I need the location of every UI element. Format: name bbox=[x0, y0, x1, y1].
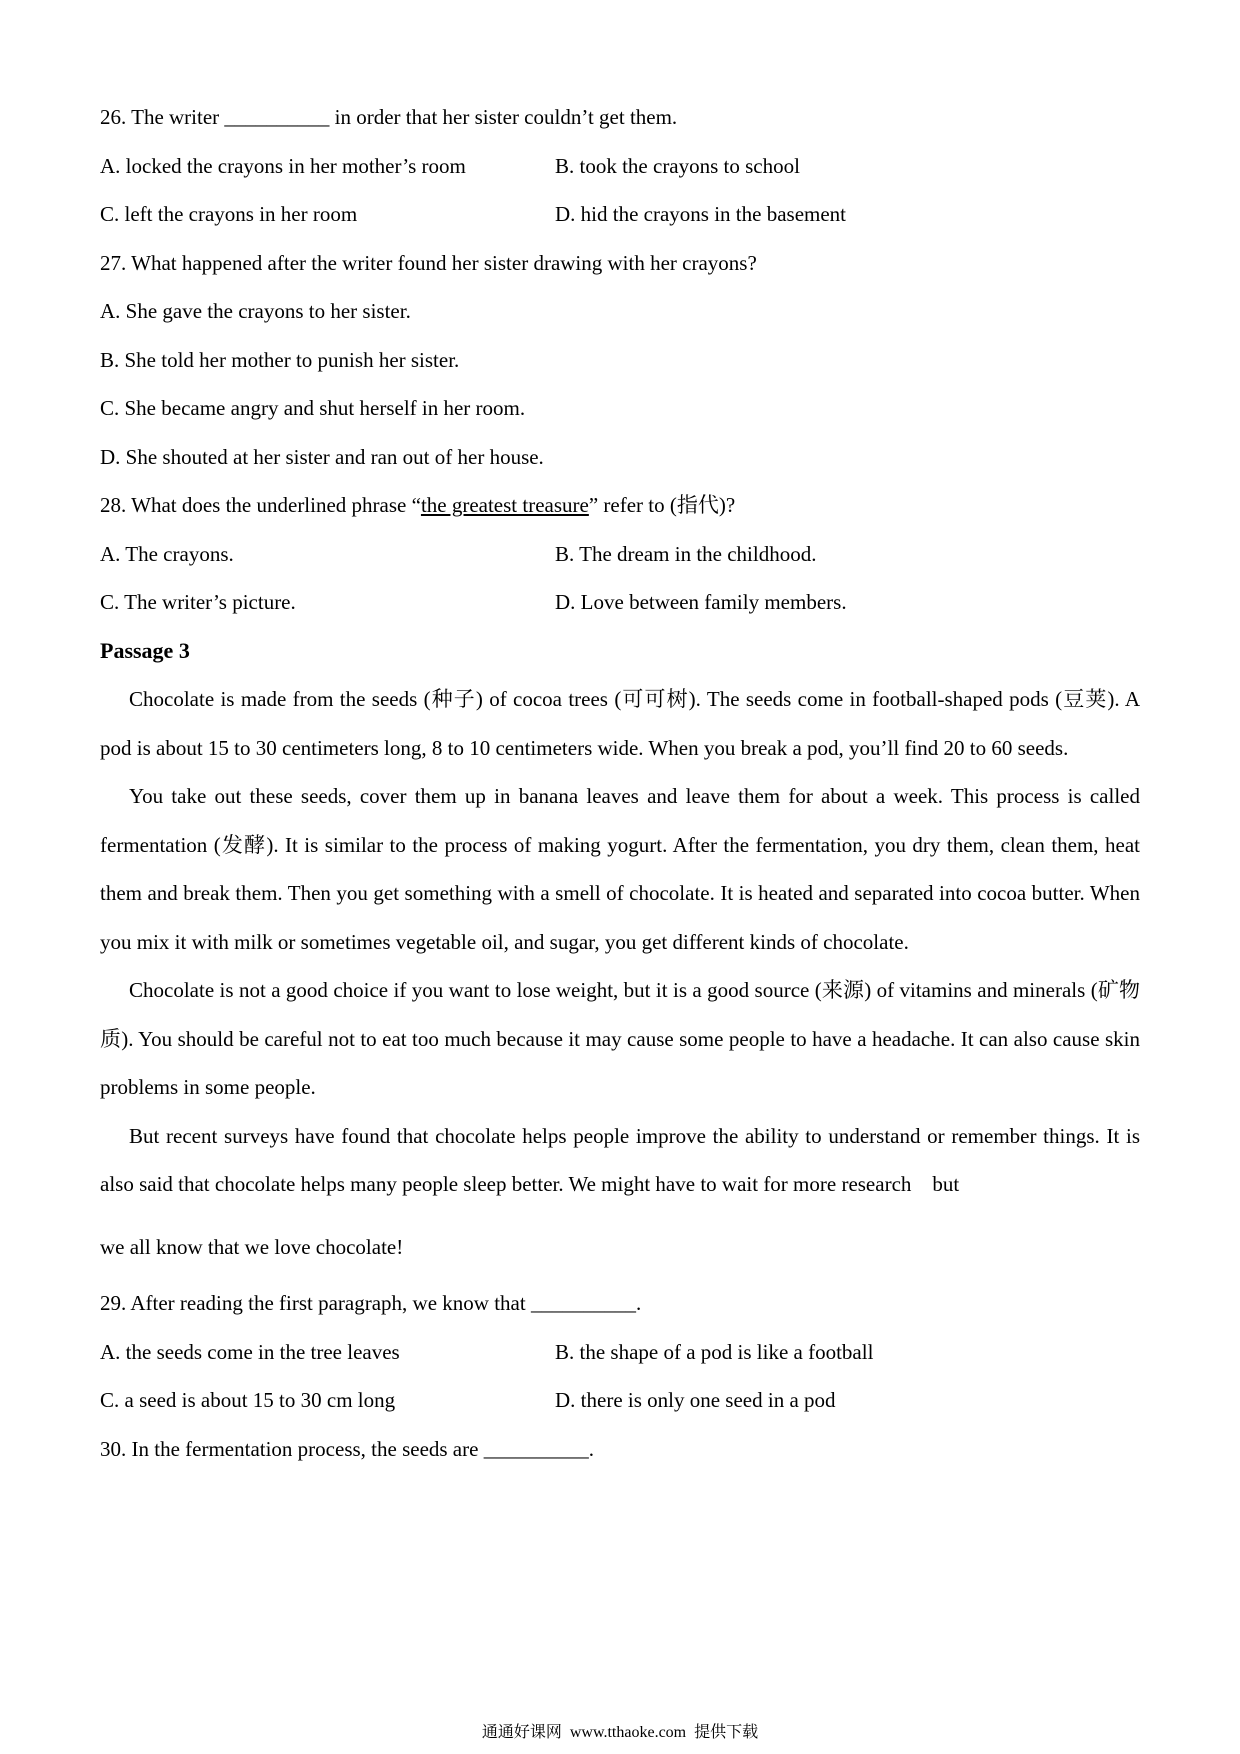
question-27-option-d: D. She shouted at her sister and ran out of her house. bbox=[100, 444, 544, 469]
question-26-option-d: D. hid the crayons in the basement bbox=[555, 202, 847, 226]
question-29-option-b: B. the shape of a pod is like a football bbox=[555, 1339, 874, 1364]
question-28-underlined-phrase: the greatest treasure bbox=[420, 493, 589, 517]
passage-3 bbox=[100, 627, 1140, 1272]
question-28-stem-post: ” refer to (指代)? bbox=[588, 493, 736, 517]
question-26-options-row-2 bbox=[100, 190, 1140, 239]
question-28-stem bbox=[100, 481, 1140, 530]
question-29-option-a: A. the seeds come in the tree leaves bbox=[100, 1339, 400, 1364]
question-26-option-b: B. took the crayons to school bbox=[555, 153, 800, 178]
question-28-option-b: B. The dream in the childhood. bbox=[555, 541, 817, 566]
question-28-options-row-2 bbox=[100, 578, 1140, 627]
passage-3-paragraph-3: Chocolate is not a good choice if you want to lose weight, but it is a good source (来源) of vitamins and minerals (矿物质). You should be careful not to eat too much because it may cause some people to have a headache. It can also cause skin problems in some people. bbox=[100, 978, 1140, 1099]
question-27 bbox=[100, 239, 1140, 482]
question-28-option-c: C. The writer’s picture. bbox=[100, 590, 296, 614]
question-29-option-c: C. a seed is about 15 to 30 cm long bbox=[100, 1388, 396, 1412]
passage-3-paragraph-4: But recent surveys have found that chocolate helps people improve the ability to understand or remember things. It is also said that chocolate helps many people sleep better. We might have to wait for more research but bbox=[100, 1123, 1140, 1196]
question-29 bbox=[100, 1279, 1140, 1425]
question-26-option-c: C. left the crayons in her room bbox=[100, 202, 358, 226]
question-27-option-c: C. She became angry and shut herself in her room. bbox=[100, 396, 526, 420]
question-26-option-a: A. locked the crayons in her mother’s room bbox=[100, 153, 466, 178]
question-28-options-row-1 bbox=[100, 530, 1140, 579]
question-29-option-d: D. there is only one seed in a pod bbox=[555, 1388, 836, 1412]
document-content bbox=[100, 93, 1140, 1473]
question-29-options-row-2 bbox=[100, 1376, 1140, 1425]
page-footer: 通通好课网 www.tthaoke.com 提供下载 bbox=[481, 1724, 759, 1741]
question-28-option-a: A. The crayons. bbox=[100, 541, 234, 566]
question-27-option-b: B. She told her mother to punish her sister. bbox=[100, 347, 460, 372]
passage-3-closing-line: we all know that we love chocolate! bbox=[100, 1234, 404, 1259]
question-30-stem: 30. In the fermentation process, the seeds are __________. bbox=[100, 1436, 594, 1461]
question-28-option-d: D. Love between family members. bbox=[555, 590, 847, 614]
question-27-stem: 27. What happened after the writer found her sister drawing with her crayons? bbox=[100, 250, 757, 275]
question-29-stem: 29. After reading the first paragraph, we know that __________. bbox=[100, 1291, 642, 1315]
passage-3-heading: Passage 3 bbox=[100, 637, 190, 663]
question-26-options-row-1 bbox=[100, 142, 1140, 191]
passage-3-paragraph-1: Chocolate is made from the seeds (种子) of cocoa trees (可可树). The seeds come in football-shaped pods (豆荚). A pod is about 15 to 30 centimeters long, 8 to 10 centimeters wide. When you break a pod, you’ll find 20 to 60 seeds. bbox=[100, 687, 1140, 760]
question-28-stem-pre: 28. What does the underlined phrase “ bbox=[100, 493, 421, 517]
question-30 bbox=[100, 1425, 1140, 1474]
question-26 bbox=[100, 93, 1140, 239]
question-27-option-a: A. She gave the crayons to her sister. bbox=[100, 299, 411, 323]
question-28 bbox=[100, 481, 1140, 627]
question-26-stem: 26. The writer __________ in order that her sister couldn’t get them. bbox=[100, 105, 678, 129]
question-29-options-row-1 bbox=[100, 1328, 1140, 1377]
passage-3-paragraph-2: You take out these seeds, cover them up in banana leaves and leave them for about a week. This process is called fermentation (发酵). It is similar to the process of making yogurt. After the fermentation, you dry them, clean them, heat them and break them. Then you get something with a smell of chocolate. It is heated and separated into cocoa butter. When you mix it with milk or sometimes vegetable oil, and sugar, you get different kinds of chocolate. bbox=[100, 784, 1140, 954]
